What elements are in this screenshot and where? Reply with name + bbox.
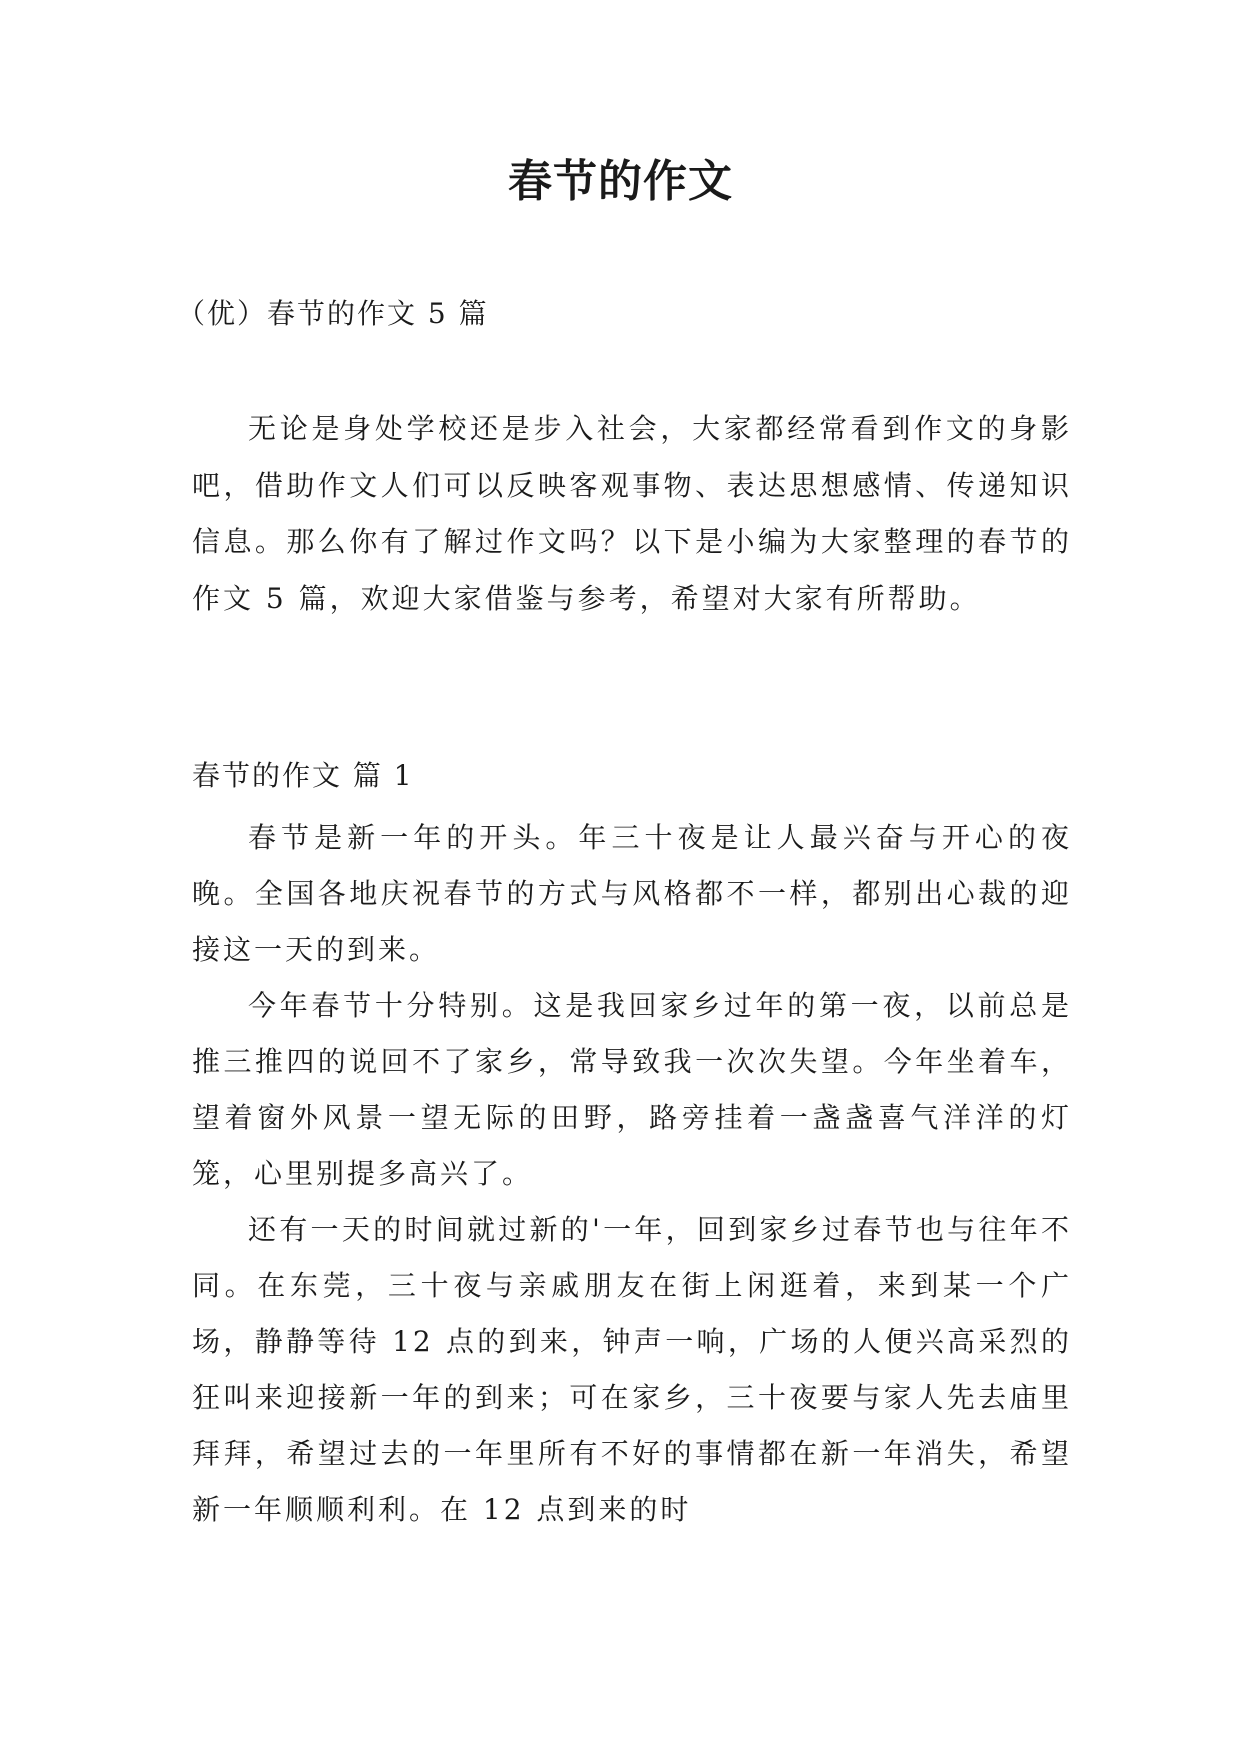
document-title: 春节的作文 (508, 156, 733, 207)
intro-paragraph: 无论是身处学校还是步入社会，大家都经常看到作文的身影吧，借助作文人们可以反映客观事物、表达思想感情、传递知识信息。那么你有了解过作文吗？以下是小编为大家整理的春节的作文 5 篇，欢迎大家借鉴与参考，希望对大家有所帮助。 (192, 412, 1072, 615)
essay-body (192, 810, 1072, 1538)
essay-paragraph-2: 今年春节十分特别。这是我回家乡过年的第一夜，以前总是推三推四的说回不了家乡，常导致我一次次失望。今年坐着车，望着窗外风景一望无际的田野，路旁挂着一盏盏喜气洋洋的灯笼，心里别提多高兴了。 (192, 989, 1072, 1190)
essay-paragraph-1: 春节是新一年的开头。年三十夜是让人最兴奋与开心的夜晚。全国各地庆祝春节的方式与风格都不一样，都别出心裁的迎接这一天的到来。 (192, 821, 1072, 966)
intro-section (192, 401, 1072, 627)
essay-paragraph-3: 还有一天的时间就过新的'一年，回到家乡过春节也与往年不同。在东莞，三十夜与亲戚朋友在街上闲逛着，来到某一个广场，静静等待 12 点的到来，钟声一响，广场的人便兴高采烈的狂叫来迎接新一年的到来；可在家乡，三十夜要与家人先去庙里拜拜，希望过去的一年里所有不好的事情都在新一年消失，希望新一年顺顺利利。在 12 点到来的时 (192, 1213, 1072, 1526)
document-subtitle: （优）春节的作文 5 篇 (177, 297, 489, 330)
section-heading: 春节的作文 篇 1 (192, 759, 414, 792)
